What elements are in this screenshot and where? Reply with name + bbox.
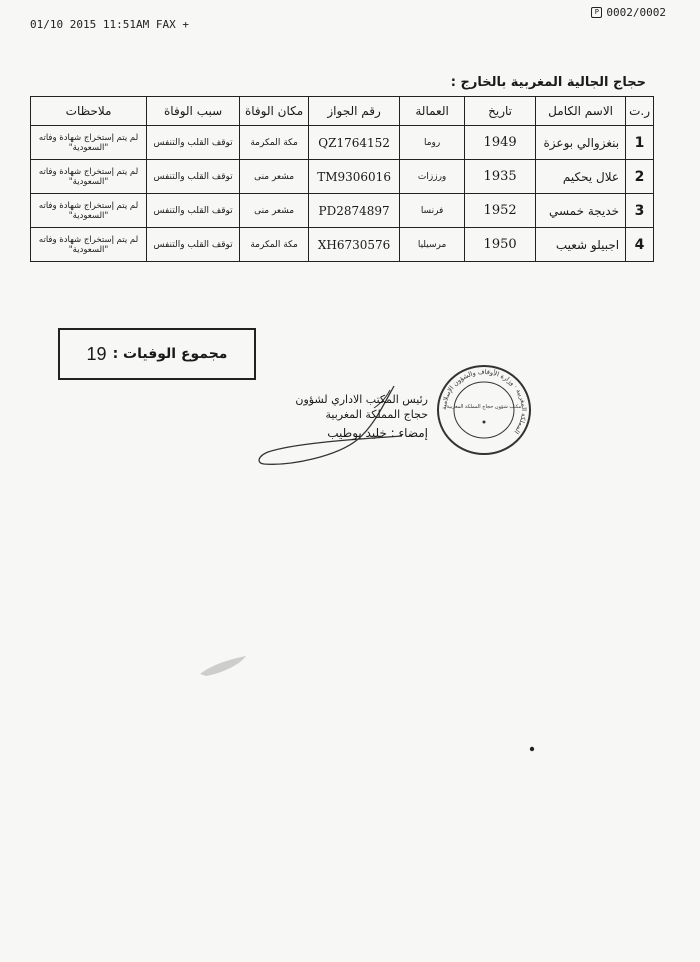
header-passport: رقم الجواز	[309, 97, 400, 126]
total-deaths-box	[58, 328, 256, 380]
signature-title-line1: رئيس المكتب الاداري لشؤون	[295, 393, 428, 406]
table-row	[31, 126, 654, 160]
table-row	[31, 160, 654, 194]
row-name: خديجة خمسي	[536, 194, 626, 228]
row-province: مرسيليا	[400, 228, 465, 262]
stamp-outer-text: المملكة المغربية · وزارة الأوقاف والشؤون الإسلامية	[439, 367, 529, 436]
row-place: مكة المكرمة	[240, 126, 309, 160]
row-place: مشعر منى	[240, 194, 309, 228]
row-cause: توقف القلب والتنفس	[147, 126, 240, 160]
total-deaths-label: مجموع الوفيات :	[112, 346, 228, 362]
fax-page-counter	[591, 6, 666, 19]
row-passport: TM9306016	[309, 160, 400, 194]
row-passport: QZ1764152	[309, 126, 400, 160]
fax-page-icon: P	[591, 7, 602, 18]
header-province: العمالة	[400, 97, 465, 126]
row-notes: لم يتم إستخراج شهادة وفاته "السعودية"	[31, 228, 147, 262]
deaths-table	[30, 96, 654, 262]
header-date: تاريخ	[465, 97, 536, 126]
scan-smudge-icon	[196, 650, 256, 680]
row-place: مكة المكرمة	[240, 228, 309, 262]
signature-name: إمضاء : خليد بوطيب	[327, 426, 428, 440]
total-deaths-value: 19	[86, 343, 107, 364]
row-number: 4	[626, 228, 654, 262]
row-number: 3	[626, 194, 654, 228]
row-place: مشعر منى	[240, 160, 309, 194]
row-notes: لم يتم إستخراج شهادة وفاته "السعودية"	[31, 126, 147, 160]
fax-header: 01/10 2015 11:51AM FAX +	[30, 18, 189, 31]
official-stamp-icon	[434, 362, 534, 458]
row-province: فرنسا	[400, 194, 465, 228]
fax-page-number: 0002/0002	[606, 6, 666, 19]
row-province: ورززات	[400, 160, 465, 194]
row-number: 2	[626, 160, 654, 194]
row-name: اجبيلو شعيب	[536, 228, 626, 262]
header-full-name: الاسم الكامل	[536, 97, 626, 126]
row-year: 1935	[465, 160, 536, 194]
row-cause: توقف القلب والتنفس	[147, 228, 240, 262]
signature-block	[258, 392, 428, 441]
row-name: علال يحكيم	[536, 160, 626, 194]
row-year: 1950	[465, 228, 536, 262]
header-number: ر.ت	[626, 97, 654, 126]
row-province: روما	[400, 126, 465, 160]
scan-dot-icon	[528, 745, 536, 753]
row-year: 1949	[465, 126, 536, 160]
header-place-of-death: مكان الوفاة	[240, 97, 309, 126]
row-passport: XH6730576	[309, 228, 400, 262]
stamp-inner-text: مكتب شؤون حجاج المملكة المغربية	[446, 404, 522, 410]
row-notes: لم يتم إستخراج شهادة وفاته "السعودية"	[31, 194, 147, 228]
row-number: 1	[626, 126, 654, 160]
signature-title-line2: حجاج المملكة المغربية	[325, 408, 428, 421]
row-passport: PD2874897	[309, 194, 400, 228]
row-year: 1952	[465, 194, 536, 228]
table-row	[31, 194, 654, 228]
header-notes: ملاحظات	[31, 97, 147, 126]
row-cause: توقف القلب والتنفس	[147, 160, 240, 194]
header-cause-of-death: سبب الوفاة	[147, 97, 240, 126]
section-title: حجاج الجالية المغربية بالخارج :	[450, 75, 646, 90]
table-header-row	[31, 97, 654, 126]
row-notes: لم يتم إستخراج شهادة وفاته "السعودية"	[31, 160, 147, 194]
table-row	[31, 228, 654, 262]
row-cause: توقف القلب والتنفس	[147, 194, 240, 228]
row-name: بنغزوالي بوعزة	[536, 126, 626, 160]
